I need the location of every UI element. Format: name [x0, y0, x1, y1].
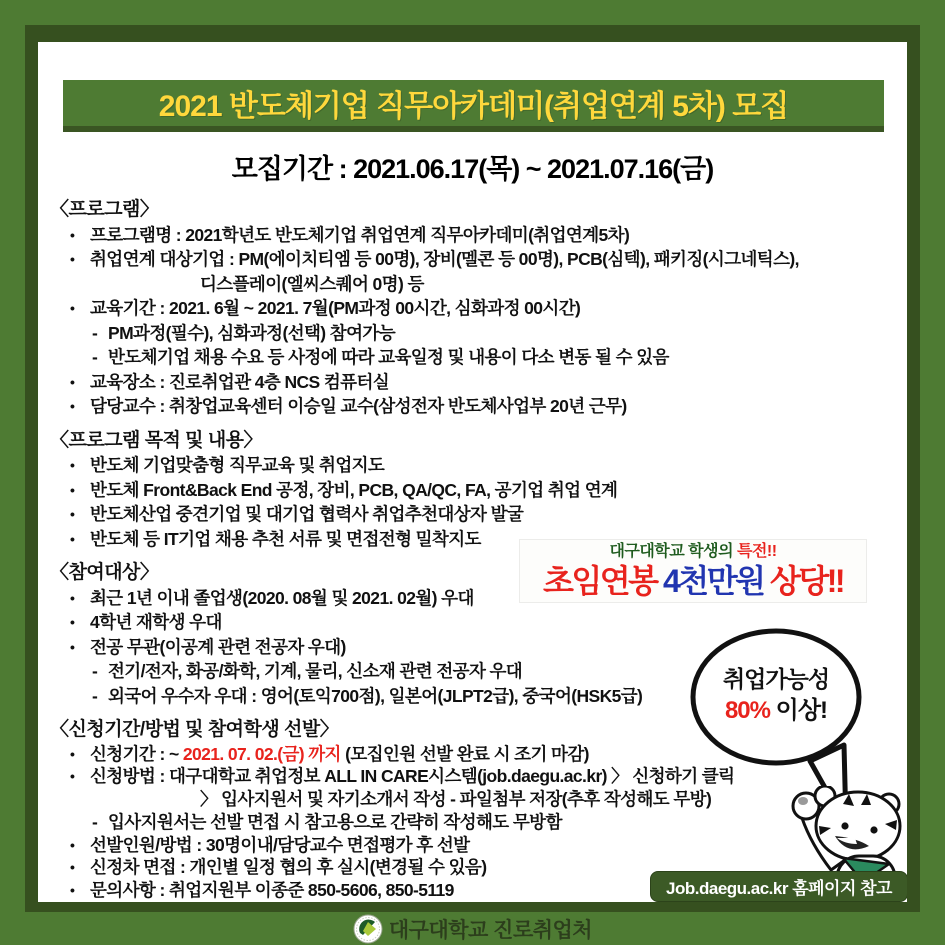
bubble-line1: 취업가능성: [722, 666, 830, 692]
bullet-marker: •: [70, 251, 75, 267]
text-part: 반도체산업 중견기업 및 대기업 협력사 취업추천대상자 발굴: [90, 504, 524, 524]
section: [50, 429, 895, 552]
privilege-line2: [520, 562, 866, 600]
text-part: 반도체기업 채용 수요 등 사정에 따라 교육일정 및 내용이 다소 변동 될 수 있음: [108, 347, 669, 367]
bubble-line2: [688, 695, 864, 727]
list-item: [50, 394, 895, 419]
text-part: 교육기간 : 2021. 6월 ~ 2021. 7월(PM과정 00시간, 심화과정 00시간): [90, 298, 581, 318]
text-part: 〉 입사지원서 및 자기소개서 작성 - 파일첨부 저장(추후 작성해도 무방): [200, 789, 712, 810]
text-part: 최근 1년 이내 졸업생(2020. 08월 및 2021. 02월) 우대: [90, 587, 474, 608]
section-heading: 〈신청기간/방법 및 참여학생 선발〉: [50, 719, 339, 740]
text-part: 교육장소 : 진로취업관 4층 NCS 컴퓨터실: [90, 371, 390, 392]
text-part: 상당!!: [763, 563, 844, 599]
list-item: [50, 272, 895, 297]
bullet-marker: -: [92, 322, 98, 343]
privilege-line1: [520, 542, 866, 562]
list-item: [50, 247, 895, 272]
bubble-more: 이상!: [770, 697, 828, 724]
section-heading: 〈참여대상〉: [50, 562, 159, 583]
list-item: [50, 296, 895, 321]
text-part: 취업연계 대상기업 : PM(에이치티엠 등 00명), 장비(멜콘 등 00명), PCB(심텍), 패키징(시그네틱스),: [90, 249, 799, 269]
speech-bubble-text: [688, 663, 864, 727]
text-part: 입사지원서는 선발 면접 시 참고용으로 간략히 작성해도 무방함: [108, 811, 562, 832]
text-part: 담당교수 : 취창업교육센터 이승일 교수(삼성전자 반도체사업부 20년 근무): [90, 396, 627, 416]
bullet-marker: -: [92, 661, 98, 681]
bullet-marker: •: [70, 882, 75, 899]
title-banner: [63, 80, 884, 132]
list-item: [50, 321, 895, 346]
bullet-marker: -: [92, 347, 98, 367]
text-part: 외국어 우수자 우대 : 영어(토익700점), 일본어(JLPT2급), 중국어(HSK5급): [108, 685, 643, 706]
bullet-marker: •: [70, 506, 75, 522]
bullet-marker: •: [70, 398, 75, 414]
text-part: 전기/전자, 화공/화학, 기계, 물리, 신소재 관련 전공자 우대: [108, 661, 523, 681]
privilege-banner: [520, 540, 866, 602]
bullet-marker: •: [70, 457, 75, 473]
bullet-marker: •: [70, 745, 75, 762]
bullet-marker: •: [70, 530, 75, 547]
bullet-marker: •: [70, 300, 75, 316]
poster-content: [38, 42, 907, 902]
bullet-marker: •: [70, 859, 75, 876]
privilege-line1-benefit: 특전!!: [736, 543, 777, 560]
poster-title: 2021 반도체기업 직무아카데미(취업연계 5차) 모집: [158, 90, 789, 123]
list-item: [50, 502, 895, 527]
bullet-marker: •: [70, 589, 75, 606]
text-part: 4학년 재학생 우대: [90, 612, 222, 632]
text-part: PM과정(필수), 심화과정(선택) 참여가능: [108, 322, 396, 343]
section-heading: 〈프로그램 목적 및 내용〉: [50, 429, 263, 451]
bullet-marker: •: [70, 373, 75, 390]
footer: [0, 912, 945, 945]
text-part: 반도체 등 IT기업 채용 추천 서류 및 면접전형 밀착지도: [90, 528, 481, 549]
privilege-line1-school: 대구대학교 학생의: [609, 543, 737, 560]
text-part: 반도체 기업맞춤형 직무교육 및 취업지도: [90, 455, 385, 475]
bullet-marker: -: [92, 811, 98, 832]
text-part: 문의사항 : 취업지원부 이종준 850-5606, 850-5119: [90, 880, 454, 901]
section: [50, 198, 895, 419]
list-item: [50, 453, 895, 478]
bullet-marker: •: [70, 638, 75, 655]
text-part: 신정차 면접 : 개인별 일정 협의 후 실시(변경될 수 있음): [90, 857, 487, 878]
bullet-marker: •: [70, 768, 75, 785]
text-part: 4천만원: [662, 563, 764, 599]
bubble-percent: 80%: [724, 697, 770, 724]
bullet-marker: •: [70, 481, 75, 498]
text-part: 디스플레이(엘씨스퀘어 0명) 등: [200, 273, 424, 294]
list-item: [50, 478, 895, 503]
footer-label: 대구대학교 진로취업처: [388, 918, 593, 942]
text-part: 전공 무관(이공계 관련 전공자 우대): [90, 636, 346, 657]
list-item: [50, 345, 895, 370]
list-item: [50, 223, 895, 248]
text-part: 반도체 Front&Back End 공정, 장비, PCB, QA/QC, FA, 공기업 취업 연계: [90, 479, 618, 500]
bullet-marker: •: [70, 836, 75, 853]
bullet-marker: -: [92, 685, 98, 706]
recruit-period: 모집기간 : 2021.06.17(목) ~ 2021.07.16(금): [231, 154, 714, 184]
text-part: 초임연봉: [542, 563, 663, 599]
text-part: 선발인원/방법 : 30명이내/담당교수 면접평가 후 선발: [90, 834, 470, 855]
text-part: 신청기간 : ~: [90, 743, 183, 764]
bullet-marker: •: [70, 614, 75, 630]
text-part: 2021. 07. 02.(금) 까지: [182, 743, 341, 764]
text-part: 프로그램명 : 2021학년도 반도체기업 취업연계 직무아카데미(취업연계5차): [90, 224, 630, 245]
list-item: [50, 370, 895, 395]
text-part: 신청방법 : 대구대학교 취업정보 ALL IN CARE시스템(job.daegu.ac.kr) 〉 신청하기 클릭: [90, 766, 735, 787]
bullet-marker: •: [70, 226, 75, 243]
text-part: (모집인원 선발 완료 시 조기 마감): [340, 743, 589, 764]
university-seal-icon: [353, 914, 383, 944]
homepage-badge: Job.daegu.ac.kr 홈페이지 참고: [650, 871, 907, 902]
section-heading: 〈프로그램〉: [50, 199, 159, 220]
